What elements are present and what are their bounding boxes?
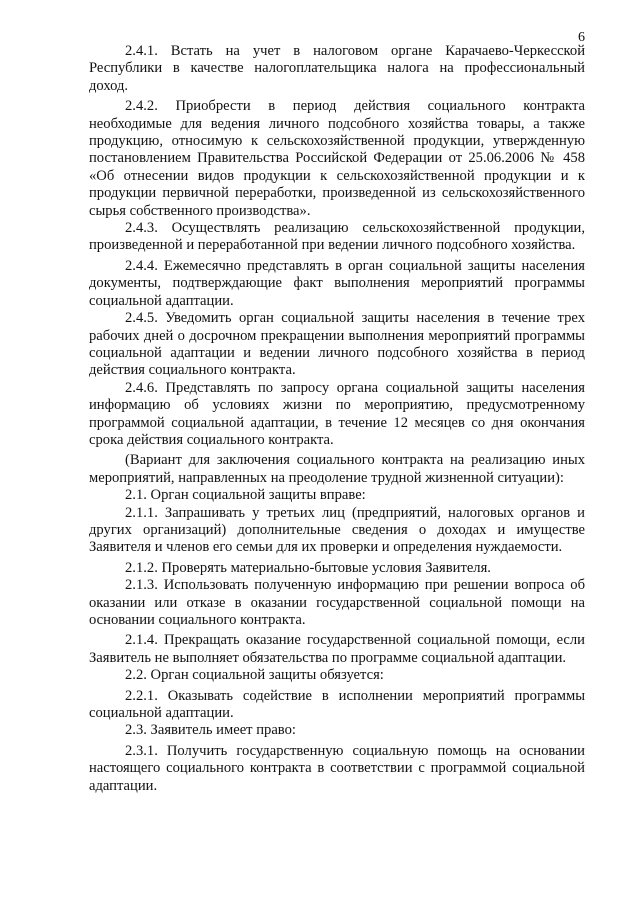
paragraph-2-1-1: 2.1.1. Запрашивать у третьих лиц (предприятий, налоговых органов и других организаций) дополнительные сведения о доходах и имуществе Заявителя и членов его семьи для их проверки и определения нуждаемости. <box>89 504 585 556</box>
paragraph-2-1-3: 2.1.3. Использовать полученную информацию при решении вопроса об оказании или отказе в оказании государственной социальной помощи на основании социального контракта. <box>89 577 585 628</box>
paragraph-2-2: 2.2. Орган социальной защиты обязуется: <box>125 667 384 684</box>
paragraph-variant-note: (Вариант для заключения социального контракта на реализацию иных мероприятий, направленных на преодоление трудной жизненной ситуации): <box>89 452 585 486</box>
paragraph-2-4-3: 2.4.3. Осуществлять реализацию сельскохозяйственной продукции, произведенной и переработанной при ведении личного подсобного хозяйства. <box>89 220 585 254</box>
paragraph-2-1: 2.1. Орган социальной защиты вправе: <box>125 487 366 504</box>
page-number: 6 <box>578 30 585 45</box>
paragraph-2-3-1: 2.3.1. Получить государственную социальную помощь на основании настоящего социального контракта в соответствии с программой социальной адаптации. <box>89 742 585 794</box>
paragraph-2-3: 2.3. Заявитель имеет право: <box>125 722 296 739</box>
document-body <box>89 43 585 795</box>
paragraph-2-4-4: 2.4.4. Ежемесячно представлять в орган социальной защиты населения документы, подтверждающие факт выполнения мероприятий программы социальной адаптации. <box>89 257 585 309</box>
paragraph-2-4-1: 2.4.1. Встать на учет в налоговом органе Карачаево-Черкесской Республики в качестве налогоплательщика налога на профессиональный доход. <box>89 43 585 94</box>
paragraph-2-2-1: 2.2.1. Оказывать содействие в исполнении мероприятий программы социальной адаптации. <box>89 687 585 722</box>
paragraph-2-1-4: 2.1.4. Прекращать оказание государственной социальной помощи, если Заявитель не выполняет обязательства по программе социальной адаптации. <box>89 632 585 666</box>
paragraph-2-4-2: 2.4.2. Приобрести в период действия социального контракта необходимые для ведения личного подсобного хозяйства товары, а также продукцию, относимую к сельскохозяйственной продукции, утвержденную постановлением Правительства Российской Федерации от 25.06.2006 № 458 «Об отнесении видов продукции к сельскохозяйственной продукции и к продукции первичной переработки, произведенной из сельскохозяйственного сырья собственного производства». <box>89 98 585 219</box>
paragraph-2-4-6: 2.4.6. Представлять по запросу органа социальной защиты населения информацию об условиях жизни по мероприятию, предусмотренному программой социальной адаптации, в течение 12 месяцев со дня окончания срока действия социального контракта. <box>89 379 585 448</box>
paragraph-2-4-5: 2.4.5. Уведомить орган социальной защиты населения в течение трех рабочих дней о досрочном прекращении выполнения мероприятий программы социальной адаптации и ведении личного подсобного хозяйства в период действия социального контракта. <box>89 310 585 379</box>
paragraph-2-1-2: 2.1.2. Проверять материально-бытовые условия Заявителя. <box>125 559 491 576</box>
